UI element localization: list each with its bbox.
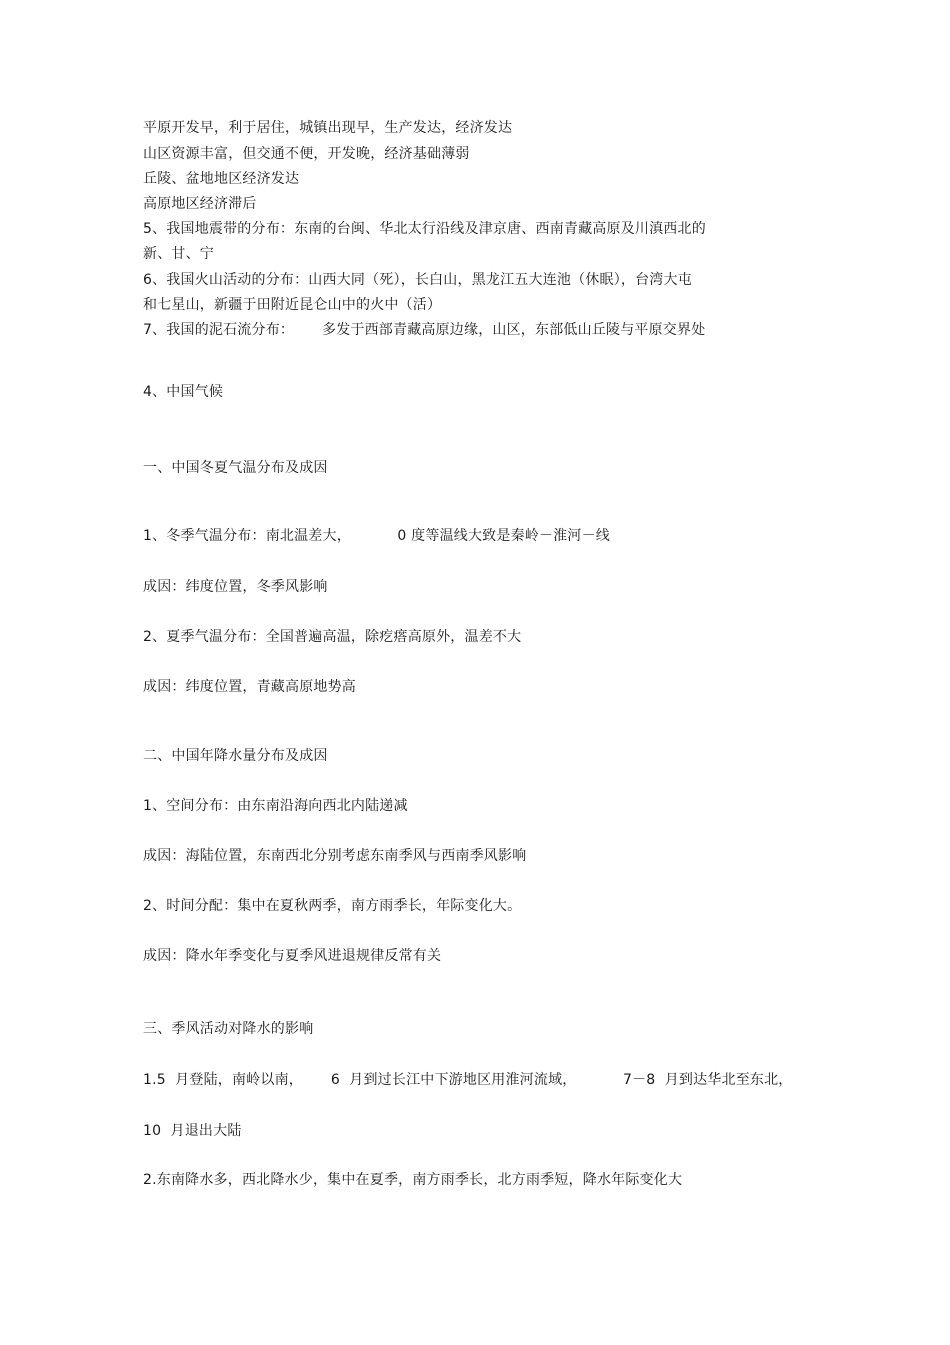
text-line: 和七星山，新疆于田附近昆仑山中的火中（活）: [143, 297, 442, 313]
text-line: 丘陵、盆地地区经济发达: [143, 171, 300, 187]
section-heading: 二、中国年降水量分布及成因: [143, 748, 328, 764]
section-heading: 三、季风活动对降水的影响: [143, 1021, 314, 1037]
text-line: 成因：纬度位置，冬季风影响: [143, 579, 328, 595]
text-line: 高原地区经济滞后: [143, 196, 257, 212]
text-line: 6、我国火山活动的分布：山西大同（死），长白山，黑龙江五大连池（休眠），台湾大屯: [143, 272, 692, 288]
text-line: 2.东南降水多，西北降水少，集中在夏季，南方雨季长，北方雨季短，降水年际变化大: [143, 1172, 683, 1188]
text-line: 成因：纬度位置，青藏高原地势高: [143, 679, 356, 695]
section-heading: 一、中国冬夏气温分布及成因: [143, 460, 328, 476]
text-line: 成因：降水年季变化与夏季风进退规律反常有关: [143, 948, 442, 964]
text-line: 10 月退出大陆: [143, 1123, 242, 1139]
text-line: 5、我国地震带的分布：东南的台闽、华北太行沿线及津京唐、西南青藏高原及川滇西北的: [143, 221, 706, 237]
text-line: 1、空间分布：由东南沿海向西北内陆递减: [143, 798, 408, 814]
text-line: 山区资源丰富，但交通不便，开发晚，经济基础薄弱: [143, 146, 470, 162]
text-line: 7、我国的泥石流分布： 多发于西部青藏高原边缘，山区，东部低山丘陵与平原交界处: [143, 322, 706, 338]
text-line: 2、夏季气温分布：全国普遍高温，除疙瘩高原外，温差不大: [143, 629, 522, 645]
text-line: 2、时间分配：集中在夏秋两季，南方雨季长，年际变化大。: [143, 898, 522, 914]
text-line: 1.5 月登陆，南岭以南， 6 月到过长江中下游地区用淮河流域， 7－8 月到达华北至东北，: [143, 1072, 793, 1088]
section-heading: 4、中国气候: [143, 384, 224, 400]
text-line: 新、甘、宁: [143, 246, 214, 262]
text-line: 1、冬季气温分布：南北温差大， 0 度等温线大致是秦岭－淮河－线: [143, 528, 610, 544]
text-line: 成因：海陆位置，东南西北分别考虑东南季风与西南季风影响: [143, 848, 527, 864]
text-line: 平原开发早，利于居住，城镇出现早，生产发达，经济发达: [143, 120, 513, 136]
